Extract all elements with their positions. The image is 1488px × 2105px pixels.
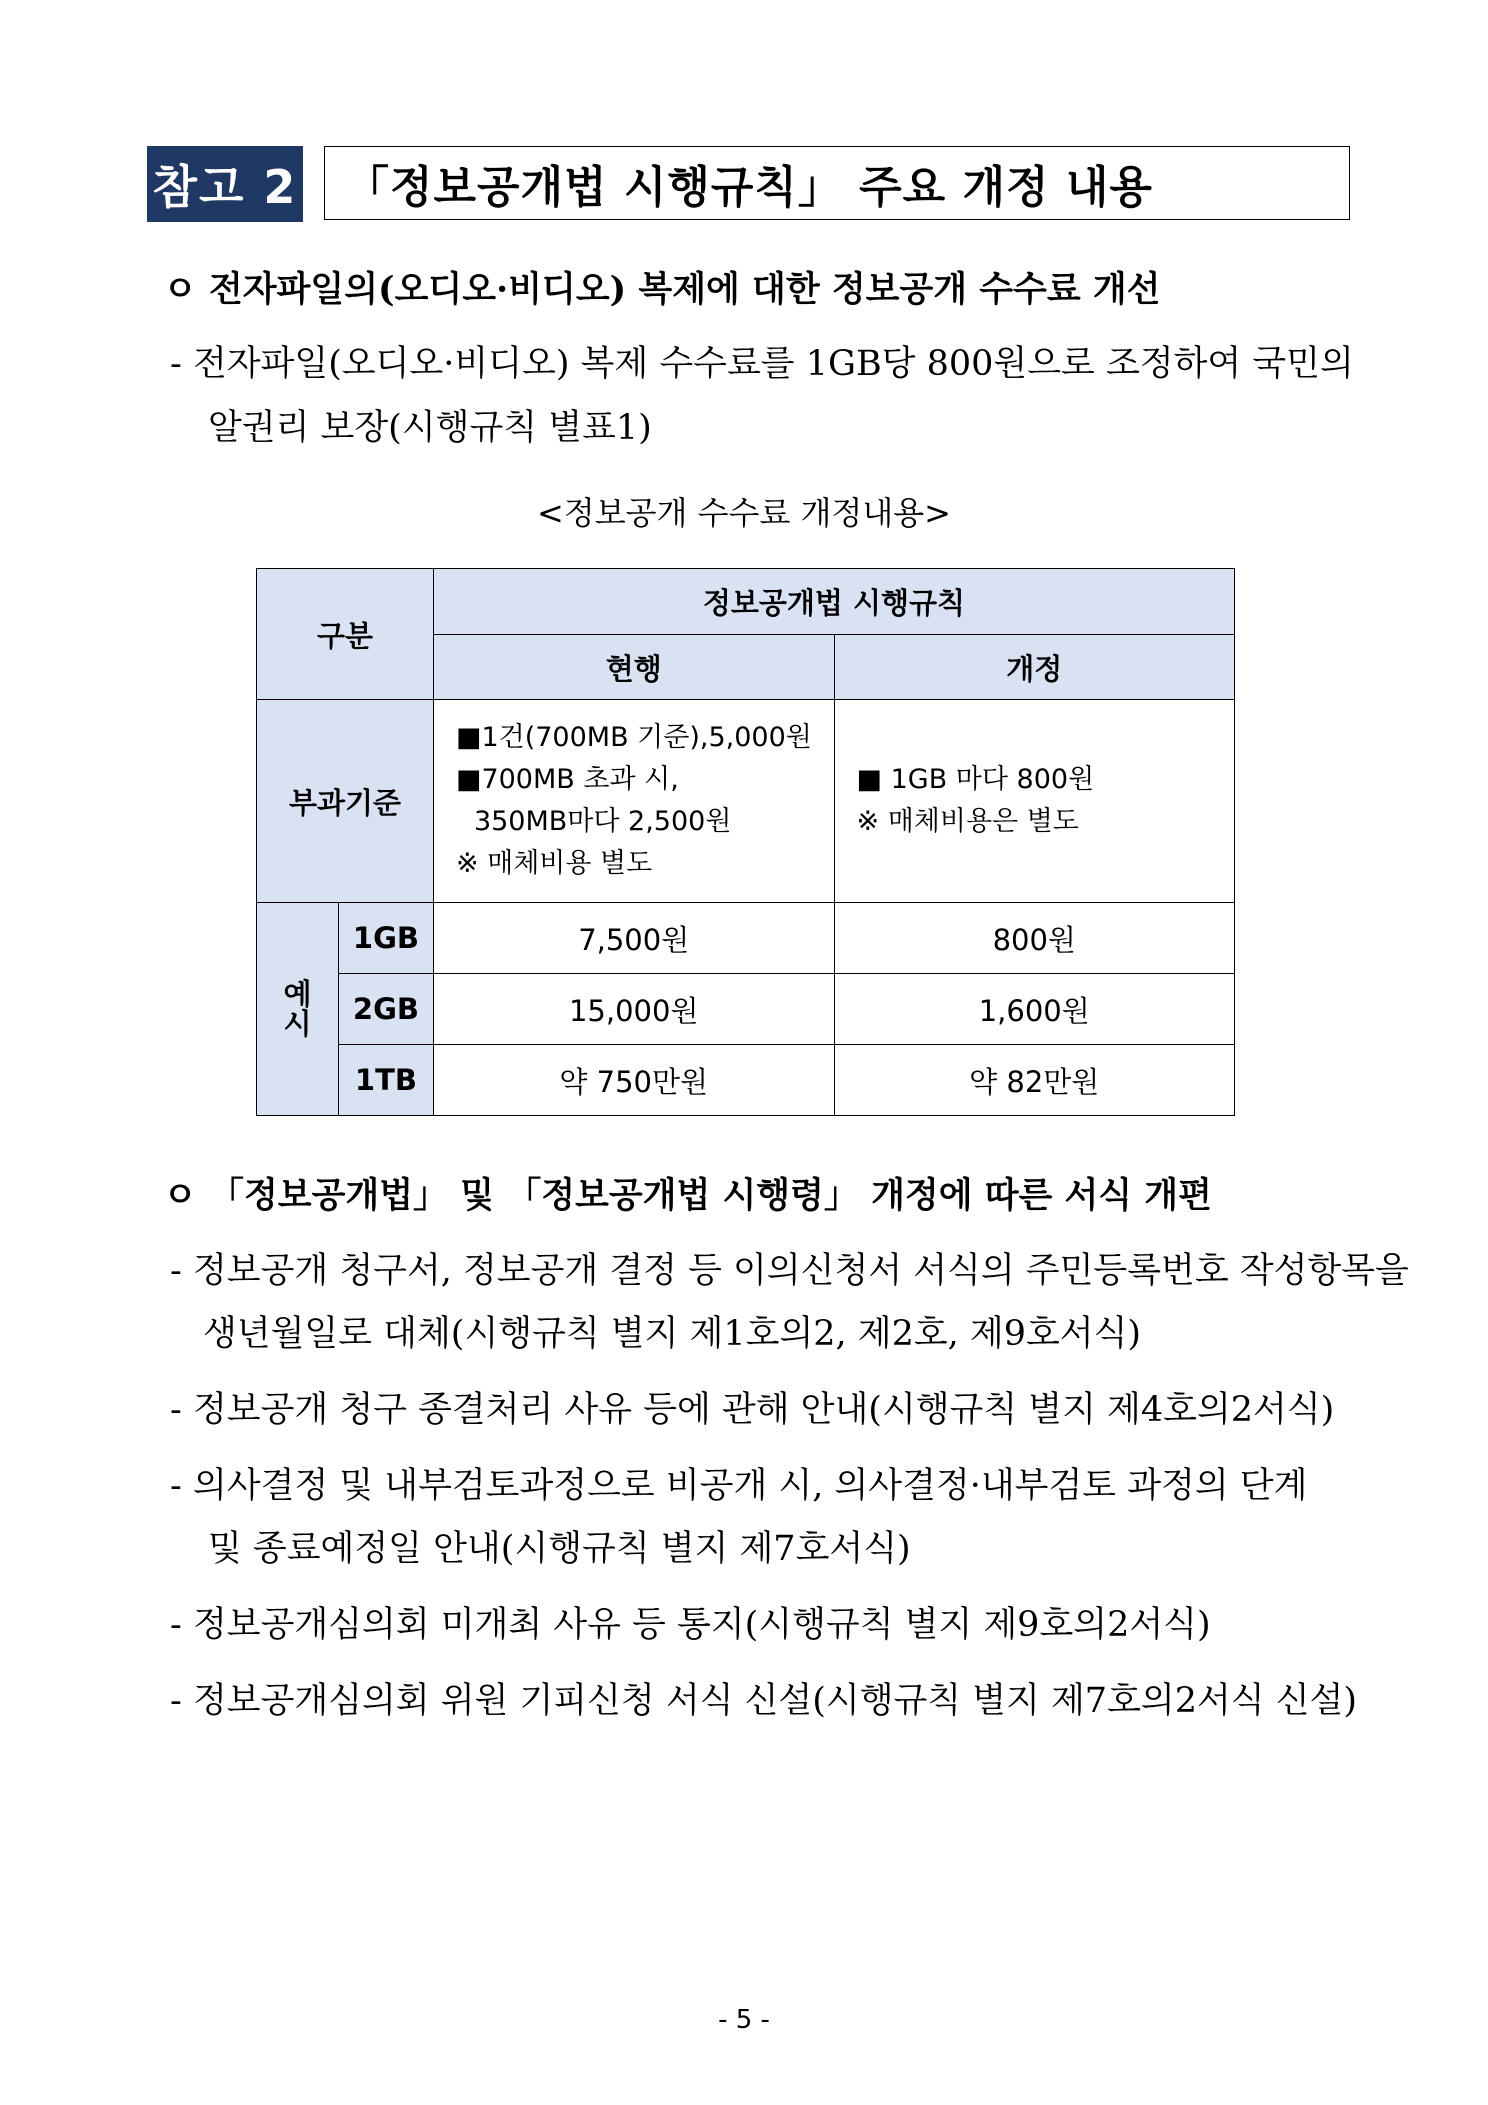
reference-tag: 참고 2 [147,146,303,222]
section2-item: - 정보공개 청구서, 정보공개 결정 등 이의신청서 서식의 주민등록번호 작성항목을 [170,1251,1409,1291]
current-basis-line: ※ 매체비용 별도 [455,848,653,879]
section2-item: - 정보공개 청구 종결처리 사유 등에 관해 안내(시행규칙 별지 제4호의2서식) [170,1390,1335,1430]
current-basis-line: ■700MB 초과 시, [455,764,679,795]
example-revised: 약 82만원 [834,1045,1235,1116]
current-basis [433,700,834,903]
example-current: 15,000원 [433,974,834,1045]
page-number: - 5 - [718,2005,770,2035]
section1-heading: ㅇ 전자파일의(오디오·비디오) 복제에 대한 정보공개 수수료 개선 [163,269,1161,310]
revised-basis-line: ※ 매체비용은 별도 [856,806,1079,837]
revised-basis [834,700,1235,903]
row-basis-label: 부과기준 [257,700,434,903]
section2-item: 생년월일로 대체(시행규칙 별지 제1호의2, 제2호, 제9호서식) [203,1314,1142,1354]
header-revised: 개정 [834,635,1235,700]
table-caption: <정보공개 수수료 개정내용> [536,494,951,532]
section1-item-line1: - 전자파일(오디오·비디오) 복제 수수료를 1GB당 800원으로 조정하여 국민의 [170,344,1354,384]
example-size: 1TB [338,1045,433,1116]
section2-item: - 정보공개심의회 위원 기피신청 서식 신설(시행규칙 별지 제7호의2서식 신설) [170,1681,1357,1721]
header-current: 현행 [433,635,834,700]
example-current: 7,500원 [433,903,834,974]
section2-item: - 의사결정 및 내부검토과정으로 비공개 시, 의사결정·내부검토 과정의 단계 [170,1466,1308,1506]
header-category: 구분 [257,569,434,700]
example-revised: 1,600원 [834,974,1235,1045]
example-size: 2GB [338,974,433,1045]
section2-item: 및 종료예정일 안내(시행규칙 별지 제7호서식) [208,1529,911,1569]
section2-heading: ㅇ 「정보공개법」 및 「정보공개법 시행령」 개정에 따른 서식 개편 [163,1175,1212,1216]
page-title: 「정보공개법 시행규칙」 주요 개정 내용 [324,146,1350,220]
header-group: 정보공개법 시행규칙 [433,569,1234,635]
example-size: 1GB [338,903,433,974]
example-current: 약 750만원 [433,1045,834,1116]
fee-table [256,568,1235,1116]
page-header [147,146,1352,222]
example-label: 예시 [257,903,339,1116]
example-revised: 800원 [834,903,1235,974]
section2-item: - 정보공개심의회 미개최 사유 등 통지(시행규칙 별지 제9호의2서식) [170,1605,1211,1645]
current-basis-line: 350MB마다 2,500원 [473,806,732,837]
section1-item-line2: 알권리 보장(시행규칙 별표1) [208,408,652,448]
revised-basis-line: ■ 1GB 마다 800원 [856,764,1095,795]
current-basis-line: ■1건(700MB 기준),5,000원 [455,722,812,753]
